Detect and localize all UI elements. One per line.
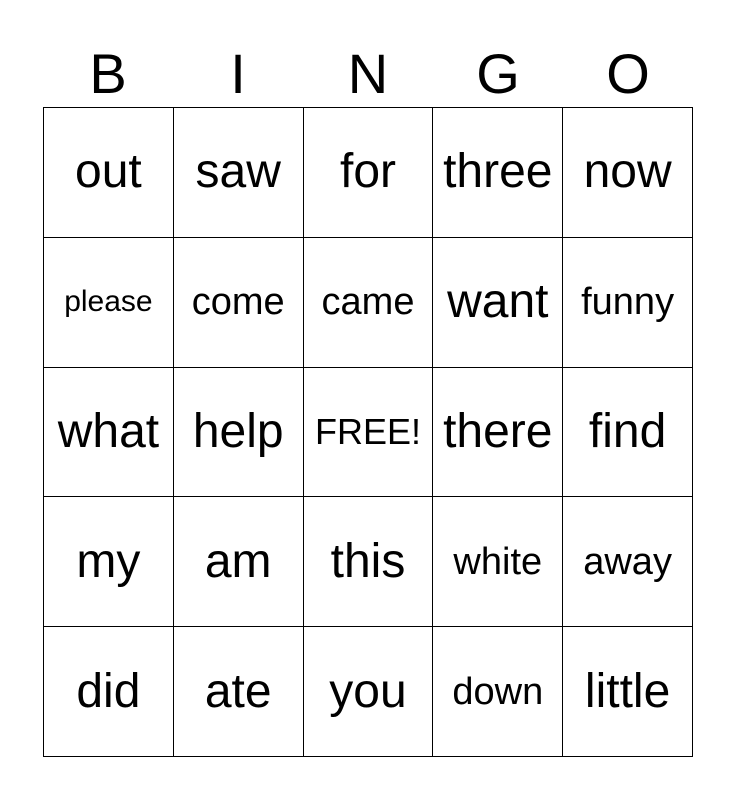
bingo-cell[interactable]: saw — [174, 108, 304, 238]
bingo-cell[interactable]: am — [174, 497, 304, 627]
bingo-cell[interactable]: for — [304, 108, 434, 238]
bingo-cell[interactable]: now — [563, 108, 693, 238]
bingo-cell[interactable]: little — [563, 627, 693, 757]
bingo-cell[interactable]: what — [44, 368, 174, 498]
bingo-cell[interactable]: did — [44, 627, 174, 757]
bingo-cell[interactable]: away — [563, 497, 693, 627]
bingo-cell[interactable]: you — [304, 627, 434, 757]
bingo-cell[interactable]: want — [433, 238, 563, 368]
bingo-cell[interactable]: my — [44, 497, 174, 627]
header-letter-n: N — [347, 42, 389, 105]
bingo-cell[interactable]: white — [433, 497, 563, 627]
bingo-cell[interactable]: there — [433, 368, 563, 498]
bingo-cell[interactable]: come — [174, 238, 304, 368]
bingo-cell[interactable]: down — [433, 627, 563, 757]
header-letter-o: O — [606, 42, 650, 105]
bingo-cell[interactable]: came — [304, 238, 434, 368]
bingo-cell[interactable]: this — [304, 497, 434, 627]
bingo-cell[interactable]: ate — [174, 627, 304, 757]
bingo-cell[interactable]: three — [433, 108, 563, 238]
header-letter-i: I — [230, 42, 246, 105]
bingo-cell[interactable]: out — [44, 108, 174, 238]
bingo-header — [43, 40, 693, 108]
bingo-cell[interactable]: please — [44, 238, 174, 368]
bingo-board — [43, 107, 693, 757]
header-letter-b: B — [89, 42, 127, 105]
bingo-cell[interactable]: find — [563, 368, 693, 498]
free-space-cell[interactable]: FREE! — [304, 368, 434, 498]
header-letter-g: G — [476, 42, 520, 105]
bingo-cell[interactable]: help — [174, 368, 304, 498]
bingo-cell[interactable]: funny — [563, 238, 693, 368]
